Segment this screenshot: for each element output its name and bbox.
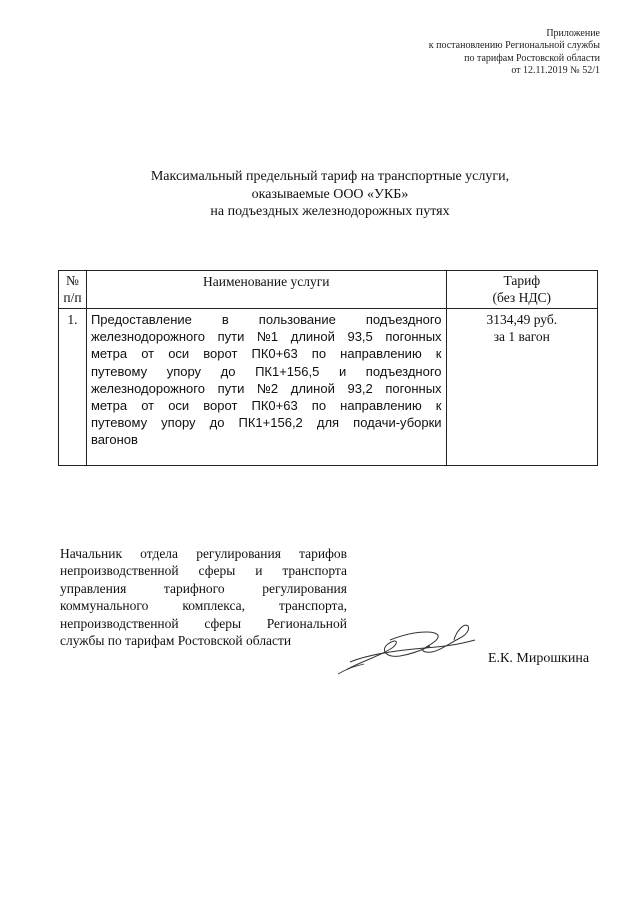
description-word: упору [161, 415, 196, 431]
position-word: транспорта [282, 563, 347, 579]
description-word: пути [217, 329, 245, 345]
description-word: по [311, 398, 327, 414]
position-word: отдела [140, 546, 179, 561]
tariff-table [58, 270, 598, 466]
position-word: тарифов [299, 546, 347, 561]
title-line-3: на подъездных железнодорожных путях [210, 204, 450, 220]
description-word: и [338, 363, 347, 379]
position-word: коммунального [60, 598, 149, 614]
tariff-unit: за 1 вагон [493, 329, 550, 344]
description-word: ворот [203, 346, 238, 362]
title-line-1: Максимальный предельный тариф на транспортные услуги, [150, 169, 510, 184]
description-word: погонных [385, 380, 442, 396]
description-word: от [141, 346, 155, 362]
position-word: непроизводственной [60, 615, 179, 631]
description-word: направлению [340, 398, 422, 414]
row-number: 1. [59, 309, 87, 466]
position-word: регулирования [196, 546, 281, 561]
signatory-position [60, 545, 347, 649]
description-word: 93,2 [347, 380, 373, 396]
handwritten-signature [330, 610, 480, 680]
description-word: к [435, 398, 442, 414]
description-word: от [141, 398, 155, 414]
description-word: для [316, 415, 340, 431]
description-word: длиной [290, 380, 335, 396]
description-word: в [221, 312, 229, 327]
header-service-name: Наименование услуги [86, 271, 446, 309]
description-line [91, 345, 442, 362]
header-tariff-line-1: Тариф [503, 273, 541, 288]
position-line [60, 562, 347, 579]
header-number [59, 271, 87, 309]
description-word: подачи-уборки [353, 415, 442, 431]
description-word: железнодорожного [90, 380, 205, 396]
tariff-price: 3134,49 руб. [486, 312, 558, 327]
position-word: регулирования [262, 580, 347, 596]
description-word: Предоставление [90, 312, 192, 327]
position-word: Региональной [266, 615, 347, 631]
description-word: метра [90, 398, 128, 414]
position-line [60, 597, 347, 614]
description-word: упору [166, 363, 202, 379]
description-word: подъездного [365, 312, 442, 327]
description-word: ПК0+63 [251, 398, 298, 414]
description-word: оси [168, 398, 190, 414]
position-line [60, 632, 347, 649]
description-line [91, 431, 442, 448]
description-word: пользование [258, 312, 336, 327]
description-word: ПК1+156,5 [255, 363, 320, 379]
description-word: по [311, 346, 327, 362]
description-line [91, 380, 442, 397]
table-row [59, 309, 598, 466]
position-word: управления [60, 580, 127, 596]
position-line [60, 615, 347, 632]
description-word: вагонов [90, 432, 138, 448]
description-word: длиной [290, 329, 335, 345]
description-word: путевому [90, 415, 148, 431]
annex-authority: по тарифам Ростовской области [464, 52, 600, 64]
position-word: Начальник [60, 546, 123, 561]
annex-title: Приложение [546, 28, 600, 39]
description-word: ворот [203, 398, 238, 414]
header-tariff [446, 271, 597, 309]
description-word: направлению [340, 346, 422, 362]
description-word: путевому [90, 363, 148, 379]
description-line [91, 397, 442, 414]
description-word: метра [90, 346, 128, 362]
description-line [91, 328, 442, 345]
description-word: до [220, 363, 236, 379]
description-word: погонных [385, 329, 442, 345]
title-line-2: оказываемые ООО «УКБ» [251, 186, 409, 202]
description-word: до [209, 415, 225, 431]
description-word: подъездного [365, 363, 442, 379]
position-word: сферы [204, 615, 242, 631]
position-word: непроизводственной [60, 563, 179, 579]
position-line [60, 580, 347, 597]
position-word: службы по тарифам Ростовской области [60, 633, 292, 649]
position-word: комплекса, [182, 598, 245, 614]
document-title [60, 168, 600, 221]
description-word: оси [168, 346, 190, 362]
position-word: тарифного [163, 580, 225, 596]
position-word: транспорта, [278, 598, 347, 614]
description-line [91, 363, 442, 380]
description-line [91, 311, 442, 328]
header-tariff-line-2: (без НДС) [492, 290, 552, 305]
position-word: и [255, 563, 263, 579]
description-word: к [435, 346, 442, 362]
annex-date-number: от 12.11.2019 № 52/1 [511, 65, 600, 77]
description-word: пути [217, 380, 245, 396]
table-header-row [59, 271, 598, 309]
description-word: ПК1+156,2 [238, 415, 303, 431]
description-word: №1 [256, 329, 279, 345]
description-word: железнодорожного [90, 329, 205, 345]
annex-resolution: к постановлению Региональной службы [428, 40, 600, 52]
service-description [86, 309, 446, 466]
description-line [91, 414, 442, 431]
description-word: №2 [256, 380, 279, 396]
tariff-cell [446, 309, 597, 466]
annex-header [429, 28, 600, 78]
position-line [60, 545, 347, 562]
description-word: ПК0+63 [251, 346, 298, 362]
header-number-line-2: п/п [63, 290, 82, 305]
position-word: сферы [198, 563, 236, 579]
description-word: 93,5 [347, 329, 373, 345]
header-number-line-1: № [66, 273, 79, 288]
signer-name: Е.К. Мирошкина [488, 651, 590, 666]
